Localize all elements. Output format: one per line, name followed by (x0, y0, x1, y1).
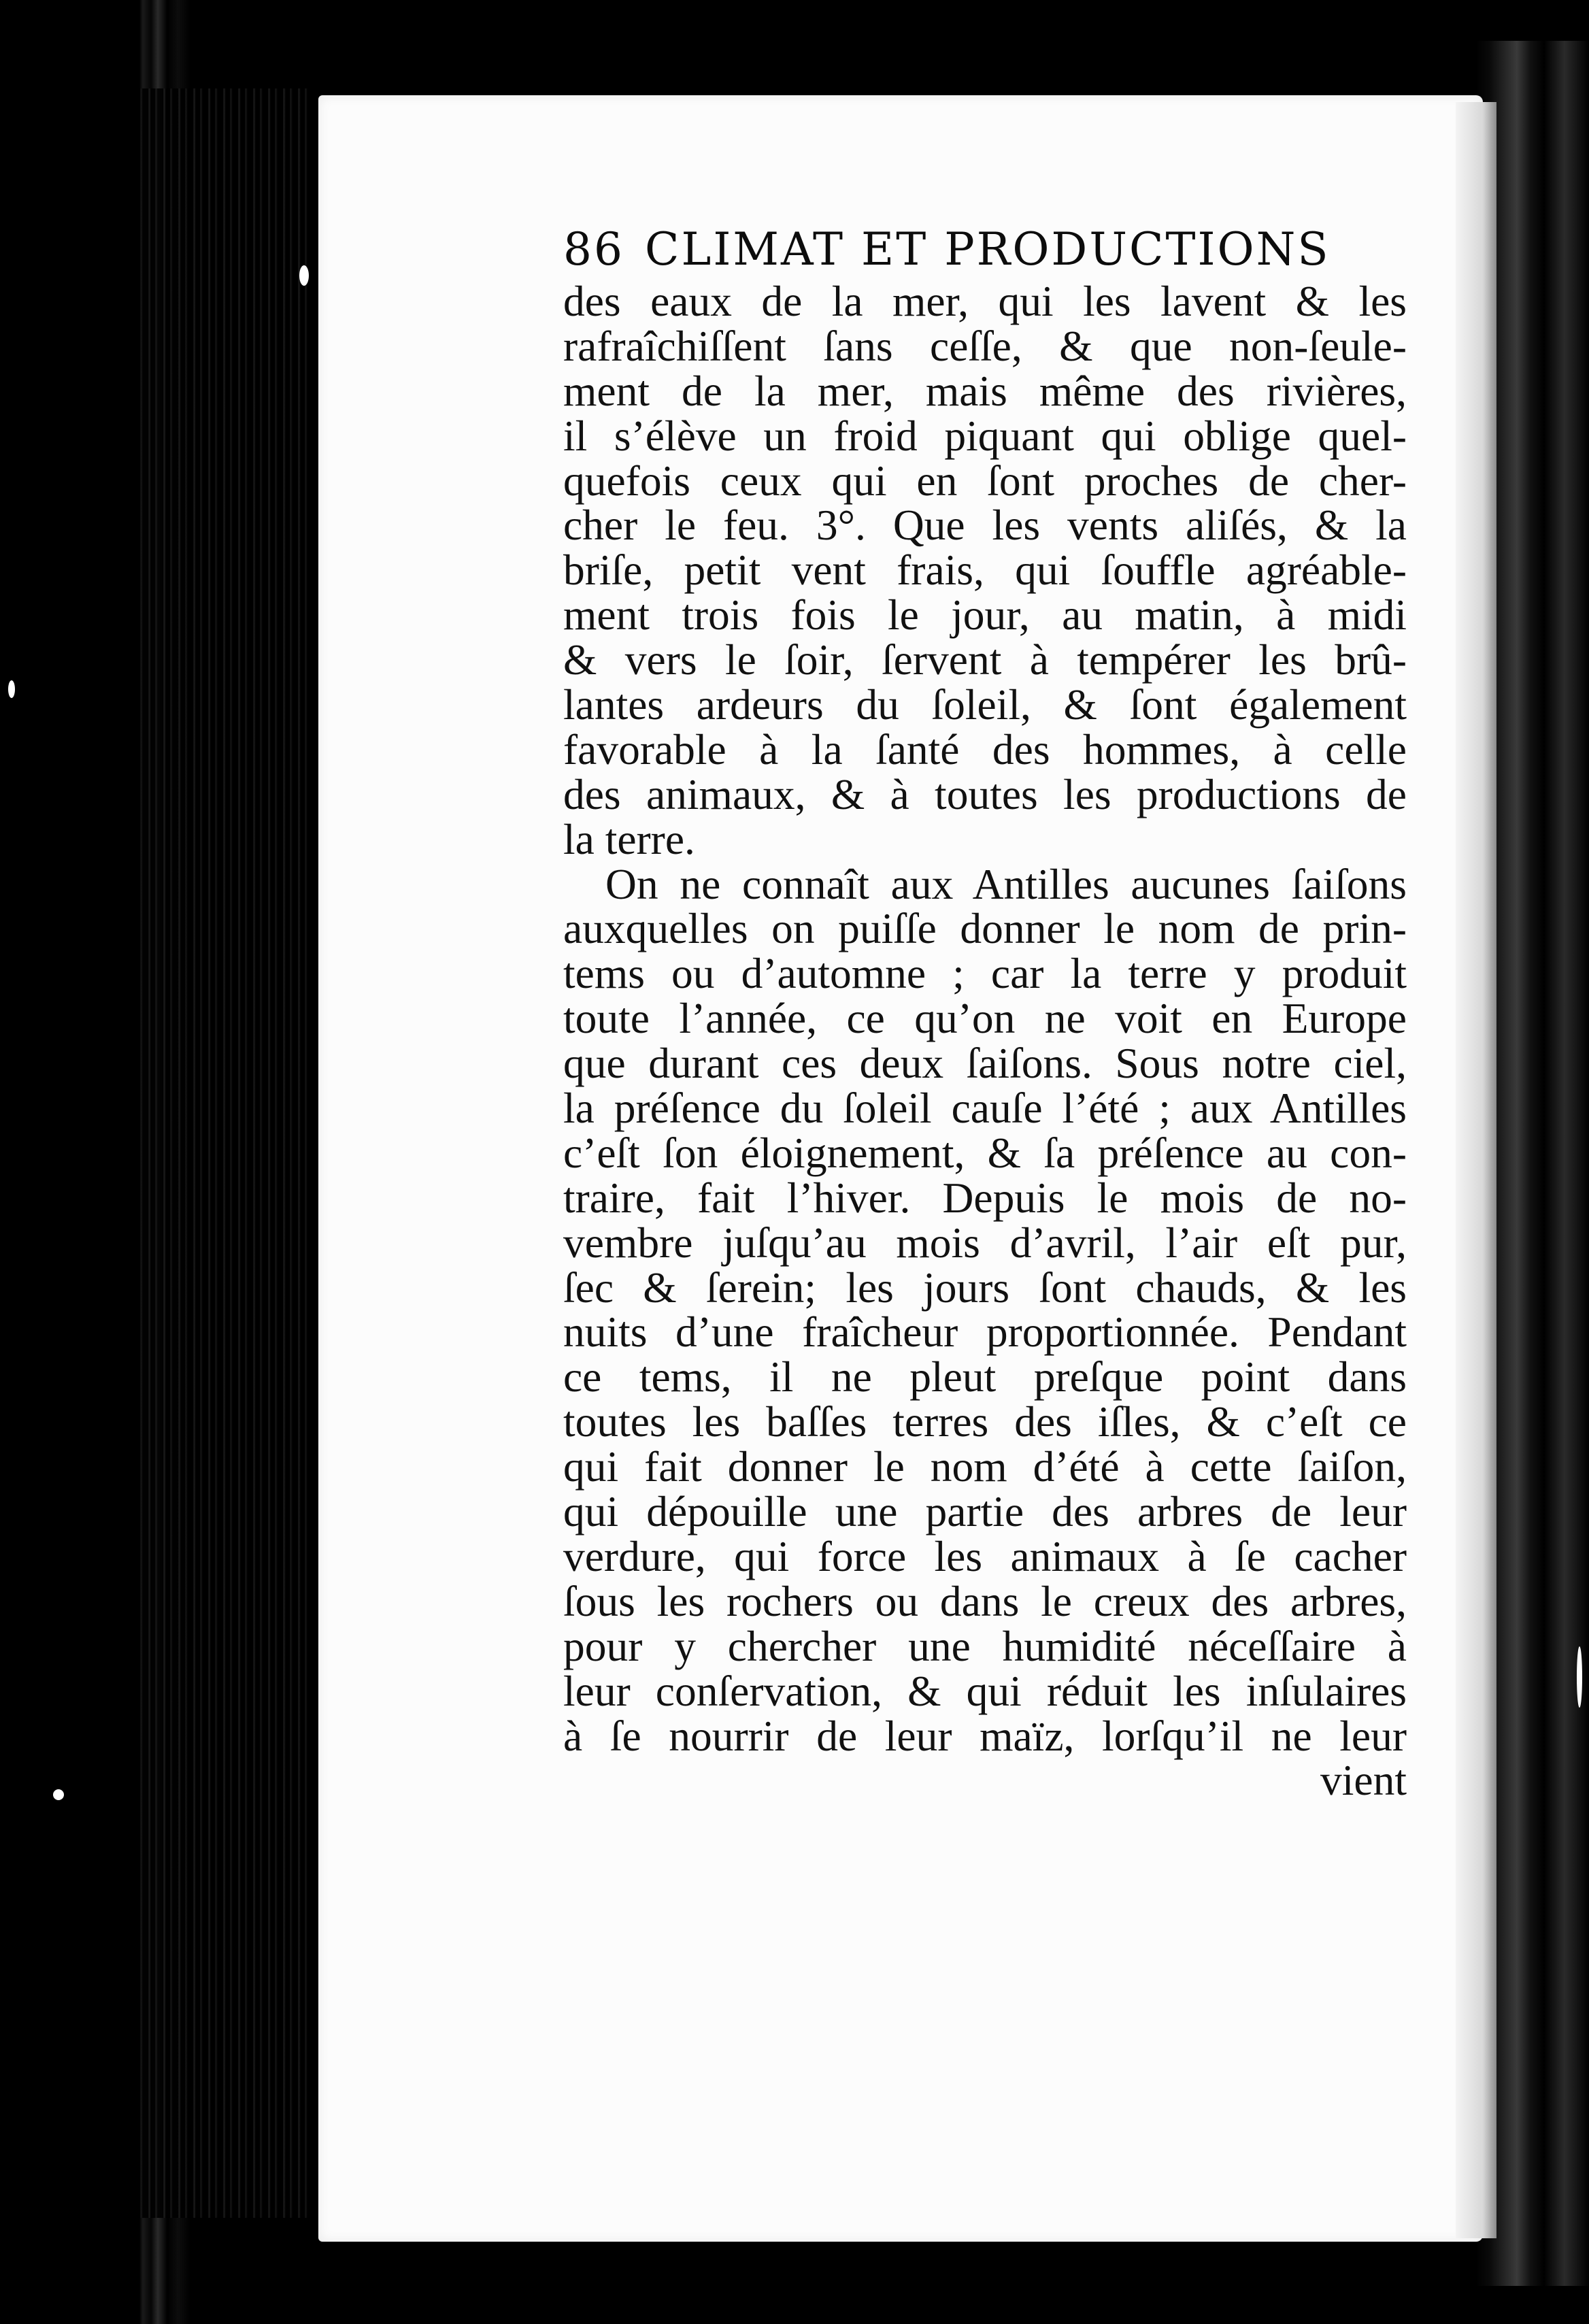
text-line: ce tems, il ne pleut preſque point dans (563, 1352, 1407, 1401)
text-line: auxquelles on puiſſe donner le nom de prin- (563, 904, 1407, 953)
text-line: traire, fait l’hiver. Depuis le mois de no- (563, 1173, 1407, 1222)
text-line: la préſence du ſoleil cauſe l’été ; aux Antilles (563, 1084, 1407, 1133)
text-line: qui fait donner le nom d’été à cette ſaiſon, (563, 1442, 1407, 1491)
text-line: ſec & ſerein; les jours ſont chauds, & les (563, 1263, 1407, 1312)
text-line: il s’élève un froid piquant qui oblige quel- (563, 411, 1407, 460)
scan-speck (8, 680, 15, 698)
text-line: des animaux, & à toutes les productions de (563, 769, 1407, 818)
text-line: lantes ardeurs du ſoleil, & ſont également (563, 680, 1407, 729)
text-line: vembre juſqu’au mois d’avril, l’air eſt pur, (563, 1218, 1407, 1267)
text-line: leur conſervation, & qui réduit les inſulaires (563, 1666, 1407, 1715)
running-head-title: CLIMAT ET PRODUCTIONS (645, 223, 1331, 276)
paragraph-start-line: On ne connaît aux Antilles aucunes ſaiſons (605, 859, 1407, 908)
text-line: des eaux de la mer, qui les lavent & les (563, 277, 1407, 325)
text-line: toute l’année, ce qu’on ne voit en Europe (563, 994, 1407, 1043)
text-line: quefois ceux qui en ſont proches de cher- (563, 456, 1407, 505)
book-spine-edges (136, 88, 313, 2218)
text-line: verdure, qui force les animaux à ſe cacher (563, 1531, 1407, 1580)
text-line: à ſe nourrir de leur maïz, lorſqu’il ne leur (563, 1711, 1407, 1760)
body-text (563, 279, 1407, 1803)
text-line: qui dépouille une partie des arbres de leur (563, 1487, 1407, 1536)
text-line: toutes les baſſes terres des iſles, & c’eſt ce (563, 1397, 1407, 1446)
text-line: c’eſt ſon éloignement, & ſa préſence au con- (563, 1128, 1407, 1177)
text-line: favorable à la ſanté des hommes, à celle (563, 725, 1407, 774)
scan-speck (1577, 1646, 1582, 1708)
scan-speck (53, 1789, 64, 1800)
page-number: 86 (563, 223, 624, 276)
text-line: ment de la mer, mais même des rivières, (563, 366, 1407, 415)
text-line: rafraîchiſſent ſans ceſſe, & que non-ſeule- (563, 321, 1407, 370)
paragraph-end-line: la terre. (563, 814, 695, 863)
text-line: tems ou d’automne ; car la terre y produit (563, 949, 1407, 998)
page-curl-shadow (1456, 102, 1496, 2238)
text-line: & vers le ſoir, ſervent à tempérer les brû- (563, 635, 1407, 684)
text-line: briſe, petit vent frais, qui ſouffle agréable- (563, 546, 1407, 595)
text-line: ſous les rochers ou dans le creux des arbres, (563, 1576, 1407, 1625)
text-line: que durant ces deux ſaiſons. Sous notre ciel, (563, 1039, 1407, 1088)
text-line: nuits d’une fraîcheur proportionnée. Pendant (563, 1308, 1407, 1357)
text-line: cher le feu. 3°. Que les vents aliſés, & la (563, 501, 1407, 550)
text-line: pour y chercher une humidité néceſſaire à (563, 1621, 1407, 1670)
scan-speck (299, 265, 309, 286)
catchword: vient (1320, 1756, 1407, 1805)
text-line: ment trois fois le jour, au matin, à midi (563, 591, 1407, 640)
